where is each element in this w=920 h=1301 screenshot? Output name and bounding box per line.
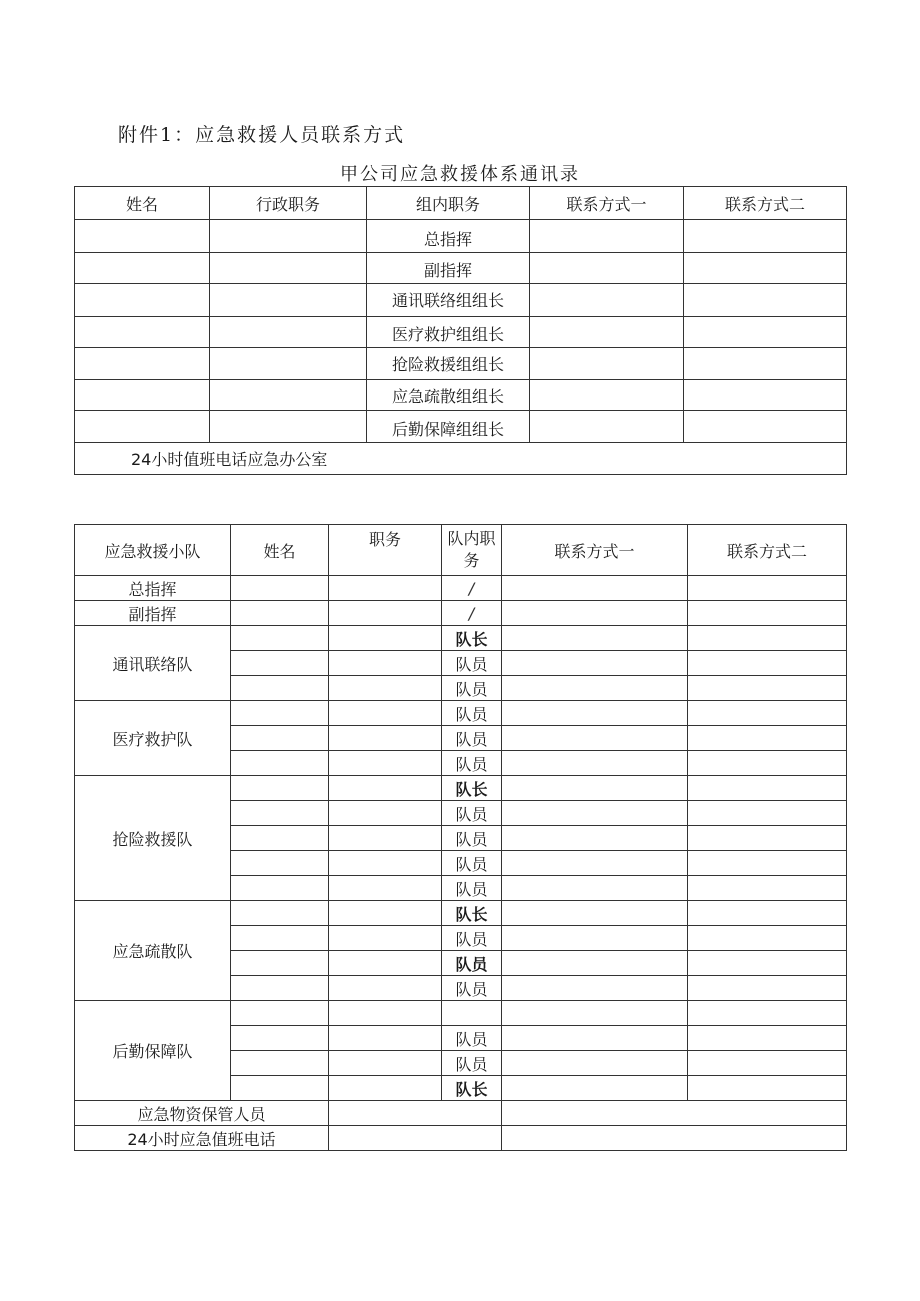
table-footer-row [75, 443, 847, 475]
role-cell: 总指挥 [367, 220, 530, 253]
table-row [75, 1001, 847, 1026]
contact-2-cell[interactable] [684, 348, 847, 380]
team-contact-table [74, 524, 847, 1151]
slash-cell: / [442, 601, 502, 626]
contact-1-cell[interactable] [502, 726, 688, 751]
header-team-position: 队内职务 [442, 525, 502, 576]
table-row [75, 284, 847, 317]
name-cell[interactable] [231, 801, 329, 826]
team-role: 队员 [442, 751, 502, 776]
contact-1-cell[interactable] [502, 776, 688, 801]
name-cell[interactable] [231, 1051, 329, 1076]
name-cell[interactable] [231, 651, 329, 676]
header-name: 姓名 [75, 187, 210, 220]
contact-1-cell[interactable] [502, 976, 688, 1001]
name-cell[interactable] [75, 220, 210, 253]
header-admin-position: 行政职务 [210, 187, 367, 220]
contact-2-cell[interactable] [688, 1051, 847, 1076]
contact-1-cell[interactable] [530, 380, 684, 411]
name-cell[interactable] [231, 626, 329, 651]
header-contact-1: 联系方式一 [530, 187, 684, 220]
contact-1-cell[interactable] [530, 253, 684, 284]
attachment-label: 附件1：应急救援人员联系方式 [118, 124, 406, 146]
contact-2-cell[interactable] [684, 380, 847, 411]
contact-1-cell[interactable] [502, 1026, 688, 1051]
contact-1-cell[interactable] [530, 220, 684, 253]
name-cell[interactable] [231, 851, 329, 876]
team-role: 队员 [442, 1026, 502, 1051]
name-cell[interactable] [75, 348, 210, 380]
contact-2-cell[interactable] [688, 951, 847, 976]
position-cell[interactable] [329, 1051, 442, 1076]
position-cell[interactable] [329, 1026, 442, 1051]
contact-1-cell[interactable] [502, 801, 688, 826]
team-role: 队员 [442, 851, 502, 876]
contact-2-cell[interactable] [688, 1076, 847, 1101]
team-role: 队员 [442, 976, 502, 1001]
contact-1-cell[interactable] [530, 317, 684, 348]
name-cell[interactable] [231, 976, 329, 1001]
header-position: 职务 [329, 525, 442, 576]
contact-2-cell[interactable] [684, 284, 847, 317]
header-team: 应急救援小队 [75, 525, 231, 576]
team-role [442, 1001, 502, 1026]
table-row [75, 220, 847, 253]
team-role: 队员 [442, 701, 502, 726]
position-cell[interactable] [329, 576, 442, 601]
team-role: 队员 [442, 651, 502, 676]
name-cell[interactable] [231, 1026, 329, 1051]
contact-2-cell[interactable] [688, 651, 847, 676]
contact-1-cell[interactable] [502, 626, 688, 651]
commander-label: 总指挥 [75, 576, 231, 601]
contact-1-cell[interactable] [502, 701, 688, 726]
table-row [75, 1101, 847, 1126]
name-cell[interactable] [231, 926, 329, 951]
header-name: 姓名 [231, 525, 329, 576]
position-cell[interactable] [329, 601, 442, 626]
supplies-keeper-value[interactable] [329, 1101, 502, 1126]
contact-1-cell[interactable] [502, 826, 688, 851]
contact-2-cell[interactable] [688, 976, 847, 1001]
position-cell[interactable] [329, 951, 442, 976]
duty-phone-contact[interactable] [502, 1126, 847, 1151]
table-row [75, 1126, 847, 1151]
table-row [75, 601, 847, 626]
admin-position-cell[interactable] [210, 253, 367, 284]
table-row [75, 626, 847, 651]
name-cell[interactable] [231, 601, 329, 626]
role-cell: 副指挥 [367, 253, 530, 284]
position-cell[interactable] [329, 926, 442, 951]
position-cell[interactable] [329, 701, 442, 726]
contact-2-cell[interactable] [688, 851, 847, 876]
admin-position-cell[interactable] [210, 348, 367, 380]
contact-2-cell[interactable] [688, 726, 847, 751]
duty-phone-office: 24小时值班电话应急办公室 [75, 443, 847, 475]
name-cell[interactable] [75, 317, 210, 348]
name-cell[interactable] [231, 876, 329, 901]
role-cell: 后勤保障组组长 [367, 411, 530, 443]
contact-2-cell[interactable] [688, 601, 847, 626]
contact-1-cell[interactable] [530, 411, 684, 443]
duty-phone-label: 24小时应急值班电话 [75, 1126, 329, 1151]
position-cell[interactable] [329, 676, 442, 701]
contact-1-cell[interactable] [502, 901, 688, 926]
team-role: 队员 [442, 826, 502, 851]
team-name: 抢险救援队 [75, 776, 231, 901]
name-cell[interactable] [231, 1076, 329, 1101]
name-cell[interactable] [231, 776, 329, 801]
team-role: 队员 [442, 1051, 502, 1076]
table-row [75, 348, 847, 380]
contact-2-cell[interactable] [688, 1026, 847, 1051]
table-header-row [75, 525, 847, 576]
admin-position-cell[interactable] [210, 411, 367, 443]
position-cell[interactable] [329, 776, 442, 801]
contact-2-cell[interactable] [688, 676, 847, 701]
contact-1-cell[interactable] [502, 651, 688, 676]
name-cell[interactable] [231, 676, 329, 701]
team-role: 队员 [442, 876, 502, 901]
contact-2-cell[interactable] [688, 826, 847, 851]
header-contact-1: 联系方式一 [502, 525, 688, 576]
header-contact-2: 联系方式二 [688, 525, 847, 576]
team-role: 队员 [442, 951, 502, 976]
contact-2-cell[interactable] [688, 626, 847, 651]
name-cell[interactable] [231, 826, 329, 851]
table-row [75, 411, 847, 443]
name-cell[interactable] [75, 380, 210, 411]
contact-1-cell[interactable] [502, 1076, 688, 1101]
contact-1-cell[interactable] [502, 1001, 688, 1026]
position-cell[interactable] [329, 976, 442, 1001]
contact-2-cell[interactable] [684, 220, 847, 253]
name-cell[interactable] [231, 901, 329, 926]
team-role: 队员 [442, 676, 502, 701]
name-cell[interactable] [75, 411, 210, 443]
admin-position-cell[interactable] [210, 380, 367, 411]
header-group-position: 组内职务 [367, 187, 530, 220]
name-cell[interactable] [231, 1001, 329, 1026]
position-cell[interactable] [329, 751, 442, 776]
contact-1-cell[interactable] [502, 576, 688, 601]
contact-1-cell[interactable] [502, 676, 688, 701]
role-cell: 应急疏散组组长 [367, 380, 530, 411]
name-cell[interactable] [75, 253, 210, 284]
team-role: 队长 [442, 1076, 502, 1101]
contact-2-cell[interactable] [684, 411, 847, 443]
contact-1-cell[interactable] [502, 751, 688, 776]
role-cell: 通讯联络组组长 [367, 284, 530, 317]
position-cell[interactable] [329, 876, 442, 901]
position-cell[interactable] [329, 726, 442, 751]
name-cell[interactable] [231, 751, 329, 776]
contact-2-cell[interactable] [688, 876, 847, 901]
name-cell[interactable] [231, 576, 329, 601]
position-cell[interactable] [329, 851, 442, 876]
team-role: 队长 [442, 901, 502, 926]
name-cell[interactable] [231, 951, 329, 976]
contact-1-cell[interactable] [530, 348, 684, 380]
admin-position-cell[interactable] [210, 284, 367, 317]
table-row [75, 253, 847, 284]
table-row [75, 701, 847, 726]
team-name: 后勤保障队 [75, 1001, 231, 1101]
role-cell: 抢险救援组组长 [367, 348, 530, 380]
position-cell[interactable] [329, 626, 442, 651]
supplies-keeper-label: 应急物资保管人员 [75, 1101, 329, 1126]
leadership-contact-table [74, 186, 847, 475]
contact-1-cell[interactable] [502, 951, 688, 976]
contact-2-cell[interactable] [688, 701, 847, 726]
name-cell[interactable] [231, 701, 329, 726]
contact-1-cell[interactable] [530, 284, 684, 317]
table-row [75, 317, 847, 348]
header-contact-2: 联系方式二 [684, 187, 847, 220]
slash-cell: / [442, 576, 502, 601]
contact-2-cell[interactable] [688, 1001, 847, 1026]
team-name: 通讯联络队 [75, 626, 231, 701]
admin-position-cell[interactable] [210, 317, 367, 348]
position-cell[interactable] [329, 801, 442, 826]
contact-2-cell[interactable] [684, 317, 847, 348]
contact-2-cell[interactable] [684, 253, 847, 284]
contact-2-cell[interactable] [688, 801, 847, 826]
contact-2-cell[interactable] [688, 901, 847, 926]
team-role: 队员 [442, 726, 502, 751]
duty-phone-value[interactable] [329, 1126, 502, 1151]
supplies-keeper-contact[interactable] [502, 1101, 847, 1126]
position-cell[interactable] [329, 1001, 442, 1026]
contact-1-cell[interactable] [502, 926, 688, 951]
vice-commander-label: 副指挥 [75, 601, 231, 626]
position-cell[interactable] [329, 651, 442, 676]
team-role: 队员 [442, 926, 502, 951]
table-row [75, 380, 847, 411]
position-cell[interactable] [329, 826, 442, 851]
team-rows [75, 626, 847, 1101]
team-role: 队长 [442, 776, 502, 801]
contact-2-cell[interactable] [688, 751, 847, 776]
contact-1-cell[interactable] [502, 851, 688, 876]
team-role: 队长 [442, 626, 502, 651]
team-name: 医疗救护队 [75, 701, 231, 776]
contact-2-cell[interactable] [688, 926, 847, 951]
name-cell[interactable] [75, 284, 210, 317]
role-cell: 医疗救护组组长 [367, 317, 530, 348]
table-row [75, 901, 847, 926]
table-row [75, 776, 847, 801]
team-name: 应急疏散队 [75, 901, 231, 1001]
contact-2-cell[interactable] [688, 776, 847, 801]
contact-1-cell[interactable] [502, 876, 688, 901]
name-cell[interactable] [231, 726, 329, 751]
table-header-row [75, 187, 847, 220]
table-row [75, 576, 847, 601]
admin-position-cell[interactable] [210, 220, 367, 253]
contact-2-cell[interactable] [688, 576, 847, 601]
directory-title: 甲公司应急救援体系通讯录 [340, 164, 580, 185]
team-role: 队员 [442, 801, 502, 826]
contact-1-cell[interactable] [502, 1051, 688, 1076]
position-cell[interactable] [329, 1076, 442, 1101]
position-cell[interactable] [329, 901, 442, 926]
contact-1-cell[interactable] [502, 601, 688, 626]
